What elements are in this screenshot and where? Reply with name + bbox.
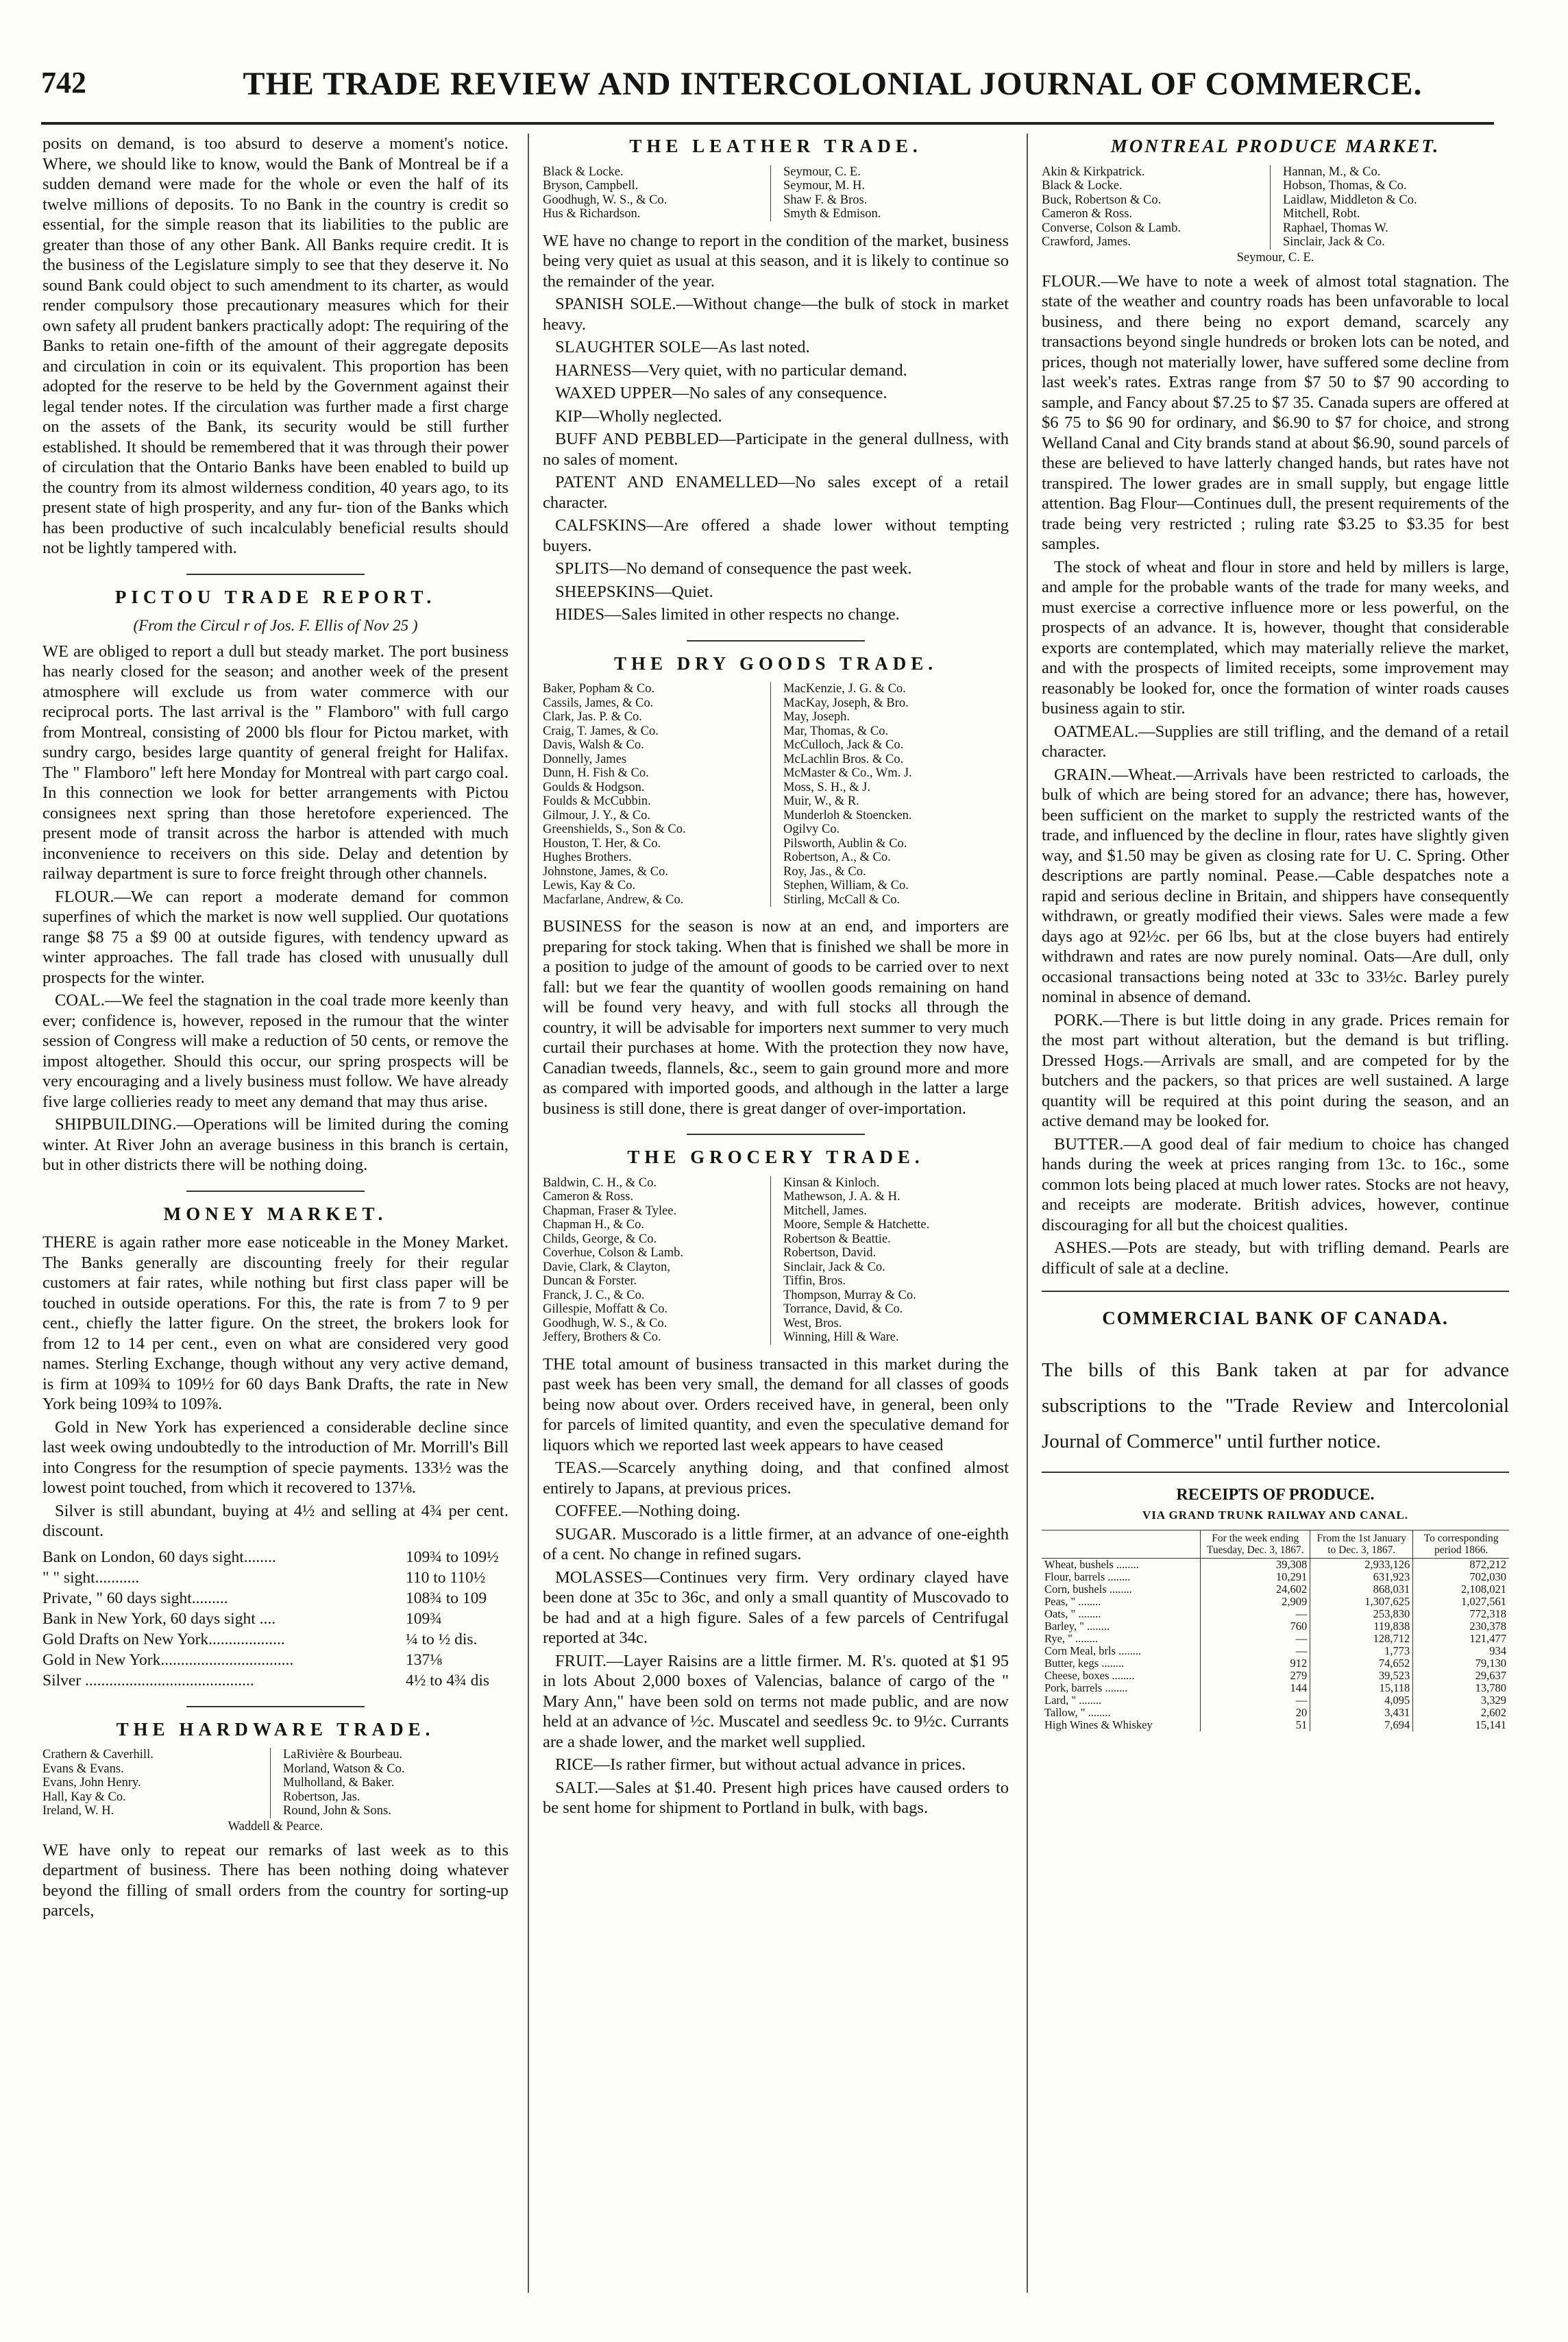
article-paragraph: TEAS.—Scarcely anything doing, and that confined almost entirely to Japans, at previous prices. <box>543 1459 1009 1498</box>
article-paragraph: KIP—Wholly neglected. <box>555 406 722 426</box>
dealer-name: Goodhugh, W. S., & Co. <box>543 193 667 207</box>
quantity-cell: 279 <box>1201 1670 1310 1682</box>
quantity-cell: 2,933,126 <box>1310 1558 1413 1571</box>
article-paragraph: SPANISH SOLE.—Without change—the bulk of stock in market heavy. <box>543 295 1009 334</box>
montreal-produce-market <box>1042 136 1509 1278</box>
notice-text: The bills of this Bank taken at par for advance subscriptions to the "Trade Review and Intercolonial Journal of Commerce" until further notice. <box>1042 1358 1509 1452</box>
table-header-row <box>1042 1530 1509 1558</box>
dealer-name: Coverhue, Colson & Lamb. <box>543 1246 684 1260</box>
rate-label: Private, " 60 days sight......... <box>42 1589 228 1607</box>
column-2 <box>543 134 1009 2313</box>
dealer-name: Jeffery, Brothers & Co. <box>543 1330 661 1344</box>
commodity-cell: Butter, kegs ........ <box>1044 1656 1125 1670</box>
table-row <box>1042 1558 1509 1571</box>
dealer-name: Thompson, Murray & Co. <box>783 1288 916 1302</box>
dealer-column-left <box>543 1176 771 1345</box>
dealer-name: Waddell & Pearce. <box>228 1819 323 1833</box>
rate-value: 4½ to 4¾ dis <box>406 1671 490 1690</box>
dealer-name: Gilmour, J. Y., & Co. <box>543 808 651 822</box>
quantity-cell: 2,602 <box>1413 1707 1509 1719</box>
quantity-cell: 144 <box>1201 1682 1310 1694</box>
dealer-name: Moore, Semple & Hatchette. <box>783 1218 930 1232</box>
quantity-cell: 10,291 <box>1201 1571 1310 1583</box>
article-paragraph: HARNESS—Very quiet, with no particular demand. <box>555 361 907 380</box>
section-rule <box>186 1706 365 1707</box>
article-paragraph: WAXED UPPER—No sales of any consequence. <box>555 384 887 402</box>
article-paragraph: CALFSKINS—Are offered a shade lower without tempting buyers. <box>543 516 1009 555</box>
dealer-name: Morland, Watson & Co. <box>283 1761 405 1776</box>
quantity-cell: 119,838 <box>1310 1620 1413 1633</box>
dealer-name: Mulholland, & Baker. <box>283 1776 395 1790</box>
dealer-column-left <box>543 165 771 221</box>
section-heading: THE LEATHER TRADE. <box>629 136 922 156</box>
dealer-name: Smyth & Edmison. <box>783 207 881 221</box>
section-heading: THE HARDWARE TRADE. <box>116 1718 435 1740</box>
section-rule <box>186 574 365 575</box>
quantity-cell: 2,909 <box>1201 1596 1310 1608</box>
rate-label: Gold in New York................................. <box>42 1650 294 1669</box>
article-paragraph: THERE is again rather more ease noticeable in the Money Market. The Banks generally are discounting freely for their regular customers at fair rates, while nothing but first class paper will be touched in outside operations. For this, the rate is from 7 to 9 per cent., chiefly the latter figure. On the street, the brokers look for from 12 to 14 per cent., even on what are considered very good names. Sterling Exchange, though without any very active demand, is firm at 109¾ to 109½ for 60 days Bank Drafts, the rate in New York being 109¾ to 109⅞. <box>42 1233 509 1413</box>
dealer-name: Stirling, McCall & Co. <box>783 892 901 907</box>
receipts-of-produce <box>1042 1485 1509 1731</box>
section-heading: PICTOU TRADE REPORT. <box>114 586 437 607</box>
section-heading: THE DRY GOODS TRADE. <box>613 652 938 674</box>
article-paragraph: OATMEAL.—Supplies are still trifling, and the demand of a retail character. <box>1042 722 1509 761</box>
rate-value: ¼ to ½ dis. <box>406 1630 478 1648</box>
dealer-name: Davis, Walsh & Co. <box>543 738 644 752</box>
article-paragraph: SALT.—Sales at $1.40. Present high prices have caused orders to be sent home for shipment to Portland in bulk, with bags. <box>543 1778 1009 1817</box>
column-header: From the 1st January to Dec. 3, 1867. <box>1310 1530 1413 1558</box>
dealer-name: Hughes Brothers. <box>543 851 632 864</box>
rate-row <box>42 1547 509 1568</box>
dealer-name: Seymour, C. E. <box>1236 250 1314 265</box>
dealer-name: Black & Locke. <box>1042 179 1123 193</box>
quantity-cell: 868,031 <box>1310 1583 1413 1596</box>
dealer-name: Black & Locke. <box>543 164 624 179</box>
dealer-name: Goodhugh, W. S., & Co. <box>543 1316 667 1330</box>
table-row <box>1042 1633 1509 1645</box>
rate-row <box>42 1609 509 1629</box>
column-header: To corresponding period 1866. <box>1413 1530 1509 1558</box>
column-divider <box>528 134 529 2293</box>
rate-value: 137⅛ <box>406 1650 442 1669</box>
quantity-cell: 760 <box>1201 1620 1310 1633</box>
dealer-name: Gillespie, Moffatt & Co. <box>543 1302 668 1316</box>
money-market <box>42 1204 509 1691</box>
column-header: For the week ending Tuesday, Dec. 3, 1867. <box>1201 1530 1310 1558</box>
article-paragraph: HIDES—Sales limited in other respects no change. <box>555 605 900 624</box>
commodity-cell: High Wines & Whiskey <box>1044 1718 1153 1731</box>
dealer-column-right <box>781 1176 1009 1345</box>
dealer-column-right <box>781 682 1009 907</box>
dealer-name: Sinclair, Jack & Co. <box>1283 235 1385 249</box>
dealer-column-right <box>1280 165 1509 249</box>
commodity-cell: Flour, barrels ........ <box>1044 1570 1131 1583</box>
commodity-cell: Peas, " ........ <box>1044 1594 1101 1608</box>
rate-label: Silver .......................................... <box>42 1671 254 1690</box>
hardware-trade <box>42 1720 509 1921</box>
article-paragraph: ASHES.—Pots are steady, but with trifling demand. Pearls are difficult of sale at a decline. <box>1042 1239 1509 1278</box>
dealer-name: Robertson & Beattie. <box>783 1232 891 1246</box>
quantity-cell: 13,780 <box>1413 1682 1509 1694</box>
article-paragraph: GRAIN.—Wheat.—Arrivals have been restricted to carloads, the bulk of which are being stored for an advance; there has, however, been sufficient on the market to supply the restricted wants of the trade, and influenced by the decline in flour, rates have slightly given way, and $1.50 may be given as closing rate for U. C. Spring. Other descriptions are partly nominal. Pease.—Cable despatches note a rapid and serious decline in Britain, and shippers have consequently withdrawn, or greatly modified their views. Sales were made a few days ago at 92½c. per 66 lbs, but at the close buyers had entirely withdrawn and rates are now purely nominal. Oats—Are dull, only occasional transactions being noted at 33c to 33½c. Barley purely nominal in absence of demand. <box>1042 765 1509 1006</box>
article-paragraph: SUGAR. Muscorado is a little firmer, at an advance of one-eighth of a cent. No change in refined sugars. <box>543 1524 1009 1563</box>
page-number: 742 <box>41 66 86 99</box>
section-rule <box>186 1191 365 1192</box>
quantity-cell: 631,923 <box>1310 1571 1413 1583</box>
dealer-name: Stephen, William, & Co. <box>783 879 909 892</box>
quantity-cell: 1,027,561 <box>1413 1596 1509 1608</box>
dealer-name: Converse, Colson & Lamb. <box>1042 221 1181 235</box>
quantity-cell: 912 <box>1201 1657 1310 1670</box>
section-subheading: VIA GRAND TRUNK RAILWAY AND CANAL. <box>1142 1509 1408 1522</box>
journal-title: THE TRADE REVIEW AND INTERCOLONIAL JOURNAL OF COMMERCE. <box>243 66 1423 102</box>
section-subtitle: (From the Circul r of Jos. F. Ellis of Nov 25 ) <box>133 617 418 634</box>
pictou-trade-report <box>42 587 509 1175</box>
quantity-cell: — <box>1201 1608 1310 1620</box>
rate-row <box>42 1588 509 1609</box>
article-paragraph: WE have no change to report in the condition of the market, business being very quiet as usual at this season, and it is likely to continue so the remainder of the year. <box>543 231 1009 291</box>
table-row <box>1042 1596 1509 1608</box>
table-row <box>1042 1694 1509 1707</box>
dealer-list <box>42 1748 509 1818</box>
dealer-name: Craig, T. James, & Co. <box>543 724 659 738</box>
dealer-name: Robertson, A., & Co. <box>783 851 891 864</box>
dealer-name: Chapman, Fraser & Tylee. <box>543 1204 677 1218</box>
quantity-cell: 79,130 <box>1413 1657 1509 1670</box>
quantity-cell: 51 <box>1201 1719 1310 1731</box>
quantity-cell: 128,712 <box>1310 1633 1413 1645</box>
dealer-name: Buck, Robertson & Co. <box>1042 193 1162 207</box>
dealer-name: Mitchell, James. <box>783 1204 867 1218</box>
quantity-cell: 39,308 <box>1201 1558 1310 1571</box>
dealer-name: Mar, Thomas, & Co. <box>783 724 889 738</box>
dealer-name: Pilsworth, Aublin & Co. <box>783 836 907 851</box>
commodity-cell: Oats, " ........ <box>1044 1607 1101 1620</box>
table-row <box>1042 1583 1509 1596</box>
dealer-name: Baldwin, C. H., & Co. <box>543 1175 657 1190</box>
dealer-name: Robertson, Jas. <box>283 1790 360 1804</box>
quantity-cell: 20 <box>1201 1707 1310 1719</box>
quantity-cell: 3,329 <box>1413 1694 1509 1707</box>
table-row <box>1042 1571 1509 1583</box>
article-paragraph: WE are obliged to report a dull but steady market. The port business has nearly closed for the season; and another week of the present atmosphere will exclude us from water commerce with our reciprocal ports. The last arrival is the " Flamboro" with full cargo from Montreal, consisting of 2000 bls flour for Pictou market, with sundry cargo, besides large quantity of general freight for Halifax. The " Flamboro" left here Monday for Montreal with part cargo coal. In this connection we look for better arrangements with Pictou consignees next spring than those heretofore experienced. The present mode of transit across the harbor is attended with much inconvenience to receivers on this side. Delay and detention by railway department is sure to force freight through other channels. <box>42 642 509 883</box>
rate-row <box>42 1670 509 1691</box>
article-paragraph: BUTTER.—A good deal of fair medium to choice has changed hands during the week at prices ranging from 13c. to 16c., some common lots being placed at much lower rates. Stocks are not heavy, and receipts are moderate. British advices, however, continue discouraging for all but the choicest qualities. <box>1042 1134 1509 1234</box>
dealer-name: Ogilvy Co. <box>783 822 840 836</box>
quantity-cell: 29,637 <box>1413 1670 1509 1682</box>
section-heading: MONEY MARKET. <box>163 1203 388 1224</box>
table-row <box>1042 1682 1509 1694</box>
quantity-cell: 230,378 <box>1413 1620 1509 1633</box>
dealer-name: Moss, S. H., & J. <box>783 780 870 794</box>
dealer-column-right <box>280 1748 509 1818</box>
commercial-bank-notice <box>1042 1308 1509 1459</box>
dealer-name: Macfarlane, Andrew, & Co. <box>543 892 684 907</box>
article-paragraph: SLAUGHTER SOLE—As last noted. <box>555 338 810 356</box>
dealer-name: West, Bros. <box>783 1316 842 1330</box>
dealer-column-left <box>543 682 771 907</box>
article-paragraph: COFFEE.—Nothing doing. <box>555 1502 741 1520</box>
dealer-name: Mathewson, J. A. & H. <box>783 1190 901 1204</box>
quantity-cell: 253,830 <box>1310 1608 1413 1620</box>
quantity-cell: 772,318 <box>1413 1608 1509 1620</box>
dealer-list <box>543 682 1009 907</box>
column-1 <box>42 134 509 2313</box>
dealer-name: Seymour, M. H. <box>783 179 865 193</box>
commodity-cell: Lard, " ........ <box>1044 1693 1102 1707</box>
rate-value: 109¾ to 109½ <box>406 1548 499 1566</box>
quantity-cell: 2,108,021 <box>1413 1583 1509 1596</box>
section-rule <box>1042 1291 1509 1292</box>
exchange-rates-table <box>42 1547 509 1691</box>
commodity-cell: Wheat, bushels ........ <box>1044 1557 1139 1571</box>
quantity-cell: 7,694 <box>1310 1719 1413 1731</box>
dealer-name: Donnelly, James <box>543 752 627 766</box>
dealer-name: Hannan, M., & Co. <box>1283 164 1381 179</box>
article-paragraph: BUFF AND PEBBLED—Participate in the general dullness, with no sales of moment. <box>543 430 1009 469</box>
dealer-name: Mitchell, Robt. <box>1283 207 1360 221</box>
rate-value: 110 to 110½ <box>406 1568 486 1587</box>
dealer-name: McCulloch, Jack & Co. <box>783 738 904 752</box>
dealer-list <box>543 165 1009 221</box>
article-paragraph: FLOUR.—We can report a moderate demand for common superfines of which the market is now well supplied. Our quotations range $8 75 a $9 00 at outside figures, with tendency upward as winter approaches. The fall trade has closed with unusually dull prospects for the winter. <box>42 887 509 987</box>
commodity-cell: Corn, bushels ........ <box>1044 1582 1132 1596</box>
commodity-cell: Cheese, boxes ........ <box>1044 1668 1135 1682</box>
article-paragraph: PATENT AND ENAMELLED—No sales except of a retail character. <box>543 473 1009 512</box>
dealer-name: Tiffin, Bros. <box>783 1274 846 1288</box>
table-row <box>1042 1657 1509 1670</box>
table-row <box>1042 1670 1509 1682</box>
dealer-name: Shaw F. & Bros. <box>783 193 868 207</box>
dealer-name: Hall, Kay & Co. <box>42 1790 126 1804</box>
table-row <box>1042 1645 1509 1657</box>
dealer-column-left <box>42 1748 271 1818</box>
dealer-name: Round, John & Sons. <box>283 1804 391 1818</box>
rate-label: Bank on London, 60 days sight........ <box>42 1548 276 1566</box>
dealer-name: Goulds & Hodgson. <box>543 780 645 794</box>
dealer-name: Hus & Richardson. <box>543 207 641 221</box>
dealer-name: Raphael, Thomas W. <box>1283 221 1388 235</box>
dealer-name: McMaster & Co., Wm. J. <box>783 766 912 780</box>
dealer-list <box>1042 165 1509 249</box>
quantity-cell: 4,095 <box>1310 1694 1413 1707</box>
dealer-name: Cassils, James, & Co. <box>543 696 654 710</box>
quantity-cell: 121,477 <box>1413 1633 1509 1645</box>
quantity-cell: — <box>1201 1694 1310 1707</box>
dealer-name: Bryson, Campbell. <box>543 179 639 193</box>
section-heading: COMMERCIAL BANK OF CANADA. <box>1102 1308 1449 1328</box>
dealer-name: Duncan & Forster. <box>543 1274 637 1288</box>
column-divider <box>1027 134 1028 2293</box>
article-paragraph: FLOUR.—We have to note a week of almost total stagnation. The state of the weather and country roads has been unfavorable to local business, and there being no export demand, scarcely any transactions beyond single hundreds or broken lots can be noted, and prices, though not materially lower, have suffered some decline from last week's rates. Extras range from $7 50 to $7 90 according to sample, and Fancy about $7.25 to $7 35. Canada supers are offered at $6 75 to $6 90 for ordinary, and $6.90 to $7 for choice, and strong Welland Canal and City brands stand at about $6.90, sound parcels of these are believed to have latterly changed hands, but rates have not transpired. The lower grades are in small supply, but engage little attention. Bag Flour—Continues dull, the present requirements of the trade being very restricted ; ruling rate $3.25 to $3.35 for best samples. <box>1042 271 1509 553</box>
continued-paragraph: posits on demand, is too absurd to deserve a moment's notice. Where, we should like to know, would the Bank of Montreal be if a sudden demand were made for the whole or even the half of its twelve millions of deposits. To no Bank in the country is credit so essential, for the simple reason that its liabilities to the public are greater than those of any other Bank. All Banks require credit. It is the business of the Legislature simply to see that they deserve it. No sound Bank could object to such amendment to its charter, as would render compulsory those precautionary measures which for their own safety all prudent bankers practically adopt: The requiring of the Banks to retain one-fifth of the amount of their aggregate deposits and circulation in coin or its equivalent. This proportion has been adopted for the reserve to be held by the Government against their legal tender notes. If the circulation was further made a first charge on the assets of the Bank, its security would be still further established. It should be remembered that it was through their power of circulation that the Ontario Banks have been enabled to build up the country from its almost wilderness condition, 40 years ago, to its present state of high prosperity, and any fur- tion of the Banks which has been productive of such incalculably beneficial results should not be lightly tampered with. <box>42 134 509 557</box>
quantity-cell: 1,307,625 <box>1310 1596 1413 1608</box>
receipts-table <box>1042 1530 1509 1731</box>
commodity-cell: Pork, barrels ........ <box>1044 1681 1128 1694</box>
dealer-name: Hobson, Thomas, & Co. <box>1283 179 1407 193</box>
dealer-name: Munderloh & Stoencken. <box>783 808 912 822</box>
leather-trade <box>543 136 1009 625</box>
article-paragraph: PORK.—There is but little doing in any grade. Prices remain for the most part without alteration, but the demand is but trifling. Dressed Hogs.—Arrivals are small, and are competed for by the butchers and the packers, so that prices are well sustained. A large quantity will be required at this point during the season, and an active demand may be looked for. <box>1042 1010 1509 1130</box>
quantity-cell: — <box>1201 1633 1310 1645</box>
commodity-cell: Barley, " ........ <box>1044 1619 1110 1633</box>
rate-row <box>42 1629 509 1650</box>
article-paragraph: Silver is still abundant, buying at 4½ and selling at 4¾ per cent. discount. <box>42 1501 509 1540</box>
header-rule <box>41 122 1494 125</box>
article-paragraph: FRUIT.—Layer Raisins are a little firmer. M. R's. quoted at $1 95 in lots About 2,000 boxes of Valencias, balance of cargo of the " Mary Ann," have been sold on terms not made public, and are now held at an advance of ½c. Muscatel and seedless 9c. to 9½c. Currants are a shade lower, and the market well supplied. <box>543 1651 1009 1751</box>
article-paragraph: The stock of wheat and flour in store and held by millers is large, and ample for the probable wants of the trade for many weeks, and must exercise a corrective influence more or less powerful, on the prospects of an advance. It is, however, thought that considerable exports are contemplated, which may materially relieve the market, and with the prospects of limited receipts, some improvement may reasonably be looked for, once the formation of winter roads causes business again to stir. <box>1042 557 1509 718</box>
table-row <box>1042 1707 1509 1719</box>
dealer-name: Torrance, David, & Co. <box>783 1302 903 1316</box>
dealer-name: Akin & Kirkpatrick. <box>1042 164 1145 179</box>
article-paragraph: MOLASSES—Continues very firm. Very ordinary clayed have been done at 35c to 36c, and only a small quantity of Muscovado to be had and at a high figure. Sales of a few parcels of Centrifugal reported at 34c. <box>543 1568 1009 1647</box>
dealer-name: Chapman H., & Co. <box>543 1218 644 1232</box>
dealer-name: Crawford, James. <box>1042 235 1131 249</box>
quantity-cell: 15,118 <box>1310 1682 1413 1694</box>
rate-label: Gold Drafts on New York................... <box>42 1630 285 1648</box>
dealer-name: LaRivière & Bourbeau. <box>283 1748 403 1761</box>
dealer-name: Johnstone, James, & Co. <box>543 864 668 879</box>
article-paragraph: SHIPBUILDING.—Operations will be limited during the coming winter. At River John an average business in this branch is certain, but in other districts there will be nothing doing. <box>42 1115 509 1174</box>
article-paragraph: Gold in New York has experienced a considerable decline since last week owing undoubtedly to the introduction of Mr. Morrill's Bill into Congress for the resumption of specie payments. 133½ was the lowest point touched, from which it recovered to 137⅛. <box>42 1417 509 1497</box>
dealer-name: Laidlaw, Middleton & Co. <box>1283 193 1417 207</box>
quantity-cell: 1,773 <box>1310 1645 1413 1657</box>
dealer-name: Sinclair, Jack & Co. <box>783 1260 885 1274</box>
dealer-name: McLachlin Bros. & Co. <box>783 752 904 766</box>
article-paragraph: BUSINESS for the season is now at an end, and importers are preparing for stock taking. When that is finished we shall be more in a position to judge of the amount of goods to be carried over to next fall: but we fear the quantity of woollen goods remaining on hand will be found very heavy, and with full stocks all through the country, it will be advisable for importers next summer to very much curtail their purchases at home. With the protection they now have, Canadian tweeds, flannels, &c., seem to gain ground more and more as compared with imported goods, and although in the latter a large business is still done, there is great danger of over-importation. <box>543 917 1009 1118</box>
dealer-column-right <box>781 165 1009 221</box>
section-heading: RECEIPTS OF PRODUCE. <box>1176 1485 1375 1504</box>
section-heading: MONTREAL PRODUCE MARKET. <box>1110 136 1441 156</box>
quantity-cell: 702,030 <box>1413 1571 1509 1583</box>
dealer-name: MacKay, Joseph, & Bro. <box>783 696 909 710</box>
dealer-name: Childs, George, & Co. <box>543 1232 657 1246</box>
quantity-cell: 15,141 <box>1413 1719 1509 1731</box>
dealer-name: Seymour, C. E. <box>783 164 861 179</box>
dealer-name: MacKenzie, J. G. & Co. <box>783 682 906 696</box>
table-row <box>1042 1719 1509 1731</box>
article-paragraph: RICE—Is rather firmer, but without actual advance in prices. <box>555 1755 966 1774</box>
dealer-name: Davie, Clark, & Clayton, <box>543 1260 670 1274</box>
rate-value: 109¾ <box>406 1609 442 1628</box>
dealer-name: Cameron & Ross. <box>1042 207 1133 221</box>
dealer-column-left <box>1042 165 1271 249</box>
dealer-name: Baker, Popham & Co. <box>543 682 655 696</box>
table-row <box>1042 1608 1509 1620</box>
dealer-name: Greenshields, S., Son & Co. <box>543 822 686 836</box>
rate-label: Bank in New York, 60 days sight .... <box>42 1609 276 1628</box>
dealer-name: Roy, Jas., & Co. <box>783 864 866 879</box>
article-paragraph: COAL.—We feel the stagnation in the coal trade more keenly than ever; confidence is, however, reposed in the rumour that the winter session of Congress will make a reduction of 50 cents, or remove the impost altogether. Should this occur, our spring prospects will be very encouraging and a lively business must follow. We have already five large collieries ready to meet any demand that may thus arise. <box>42 991 509 1111</box>
rate-value: 108¾ to 109 <box>406 1589 487 1607</box>
dealer-name: Clark, Jas. P. & Co. <box>543 710 642 724</box>
dealer-name: Muir, W., & R. <box>783 794 859 808</box>
quantity-cell: 872,212 <box>1413 1558 1509 1571</box>
dealer-name: Crathern & Caverhill. <box>42 1748 154 1761</box>
dealer-name: Franck, J. C., & Co. <box>543 1288 645 1302</box>
page-header <box>41 65 1501 120</box>
rate-label: " " sight........... <box>42 1568 140 1587</box>
dealer-list <box>543 1176 1009 1345</box>
commodity-cell: Tallow, " ........ <box>1044 1705 1111 1719</box>
rate-row <box>42 1568 509 1588</box>
column-header <box>1042 1530 1201 1558</box>
dealer-name: Evans, John Henry. <box>42 1776 141 1790</box>
dealer-name: Kinsan & Kinloch. <box>783 1175 880 1190</box>
article-paragraph: SHEEPSKINS—Quiet. <box>555 582 713 601</box>
commodity-cell: Rye, " ........ <box>1044 1631 1099 1645</box>
section-rule <box>1042 1472 1509 1473</box>
article-paragraph: THE total amount of business transacted in this market during the past week has been very small, the demand for all classes of goods being now about over. Orders received have, in general, been only for parcels of limited quantity, and even the speculative demand for liquors which we reported last week appears to have ceased <box>543 1354 1009 1454</box>
section-rule <box>687 1134 865 1135</box>
dealer-name: Winning, Hill & Ware. <box>783 1330 899 1344</box>
dealer-name: Foulds & McCubbin. <box>543 794 651 808</box>
quantity-cell: 3,431 <box>1310 1707 1413 1719</box>
dealer-name: May, Joseph. <box>783 710 850 724</box>
grocery-trade <box>543 1147 1009 1818</box>
rate-row <box>42 1650 509 1670</box>
quantity-cell: 934 <box>1413 1645 1509 1657</box>
quantity-cell: 24,602 <box>1201 1583 1310 1596</box>
article-paragraph: SPLITS—No demand of consequence the past week. <box>555 559 912 578</box>
quantity-cell: 74,652 <box>1310 1657 1413 1670</box>
dealer-name: Lewis, Kay & Co. <box>543 879 636 892</box>
dealer-name: Evans & Evans. <box>42 1761 124 1776</box>
section-rule <box>687 640 865 642</box>
table-row <box>1042 1620 1509 1633</box>
quantity-cell: — <box>1201 1645 1310 1657</box>
dry-goods-trade <box>543 654 1009 1119</box>
dealer-name: Ireland, W. H. <box>42 1804 114 1818</box>
article-paragraph: WE have only to repeat our remarks of last week as to this department of business. There has been nothing doing whatever beyond the filling of small orders from the country for sorting-up parcels, <box>42 1840 509 1920</box>
dealer-name: Dunn, H. Fish & Co. <box>543 766 649 780</box>
quantity-cell: 39,523 <box>1310 1670 1413 1682</box>
dealer-name: Cameron & Ross. <box>543 1190 634 1204</box>
section-heading: THE GROCERY TRADE. <box>627 1147 924 1167</box>
dealer-name: Robertson, David. <box>783 1246 877 1260</box>
commodity-cell: Corn Meal, brls ........ <box>1044 1644 1142 1657</box>
column-3 <box>1042 134 1509 2313</box>
dealer-name: Houston, T. Her, & Co. <box>543 836 661 851</box>
